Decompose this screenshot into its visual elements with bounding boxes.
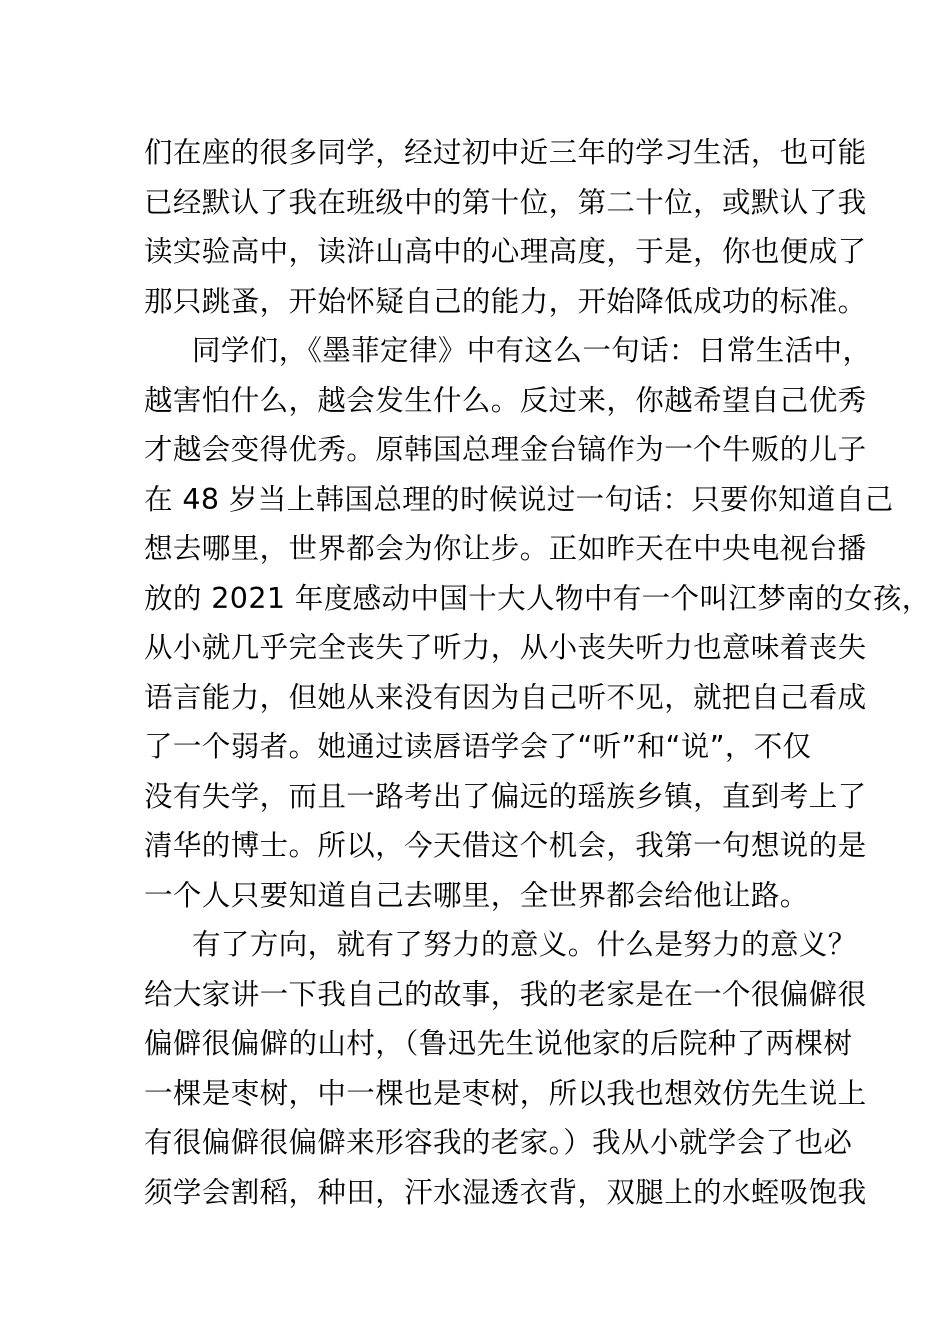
- body-text: [144, 128, 931, 1217]
- text-line: 了一个弱者。她通过读唇语学会了“听”和“说”，不仅: [144, 730, 812, 763]
- text-line: 一棵是枣树，中一棵也是枣树，所以我也想效仿先生说上: [144, 1076, 867, 1110]
- text-line: 有了方向，就有了努力的意义。什么是努力的意义？: [192, 928, 857, 961]
- text-line: 越害怕什么，越会发生什么。反过来，你越希望自己优秀: [144, 383, 867, 417]
- text-line: 须学会割稻，种田，汗水湿透衣背，双腿上的水蛭吸饱我: [144, 1175, 867, 1209]
- text-line: 那只跳蚤，开始怀疑自己的能力，开始降低成功的标准。: [144, 284, 867, 318]
- text-line: 有很偏僻很偏僻来形容我的老家。）我从小就学会了也必: [144, 1126, 853, 1159]
- text-line: 给大家讲一下我自己的故事，我的老家是在一个很偏僻很: [144, 977, 867, 1011]
- text-line: 在 48 岁当上韩国总理的时候说过一句话：只要你知道自己: [144, 482, 894, 516]
- text-line: 已经默认了我在班级中的第十位，第二十位，或默认了我: [144, 185, 867, 219]
- text-line: 从小就几乎完全丧失了听力，从小丧失听力也意味着丧失: [144, 631, 867, 664]
- text-line: 们在座的很多同学，经过初中近三年的学习生活，也可能: [144, 136, 867, 169]
- text-line: 没有失学，而且一路考出了偏远的瑶族乡镇，直到考上了: [144, 779, 867, 813]
- text-line: 读实验高中，读浒山高中的心理高度，于是，你也便成了: [144, 235, 867, 268]
- text-line: 同学们，《墨菲定律》中有这么一句话：日常生活中，: [192, 334, 872, 367]
- text-line: 偏僻很偏僻的山村，（鲁迅先生说他家的后院种了两棵树: [144, 1027, 853, 1060]
- text-line: 语言能力，但她从来没有因为自己听不见，就把自己看成: [144, 680, 867, 714]
- text-line: 才越会变得优秀。原韩国总理金台镐作为一个牛贩的儿子: [144, 433, 867, 466]
- text-line: 放的 2021 年度感动中国十大人物中有一个叫江梦南的女孩，: [144, 581, 931, 615]
- paragraph-2: [144, 326, 931, 920]
- paragraph-3: [144, 920, 867, 1217]
- paragraph-1: [144, 128, 867, 326]
- text-line: 一个人只要知道自己去哪里，全世界都会给他让路。: [144, 878, 809, 912]
- text-line: 清华的博士。所以，今天借这个机会，我第一句想说的是: [144, 829, 867, 862]
- text-line: 想去哪里，世界都会为你让步。正如昨天在中央电视台播: [144, 532, 867, 565]
